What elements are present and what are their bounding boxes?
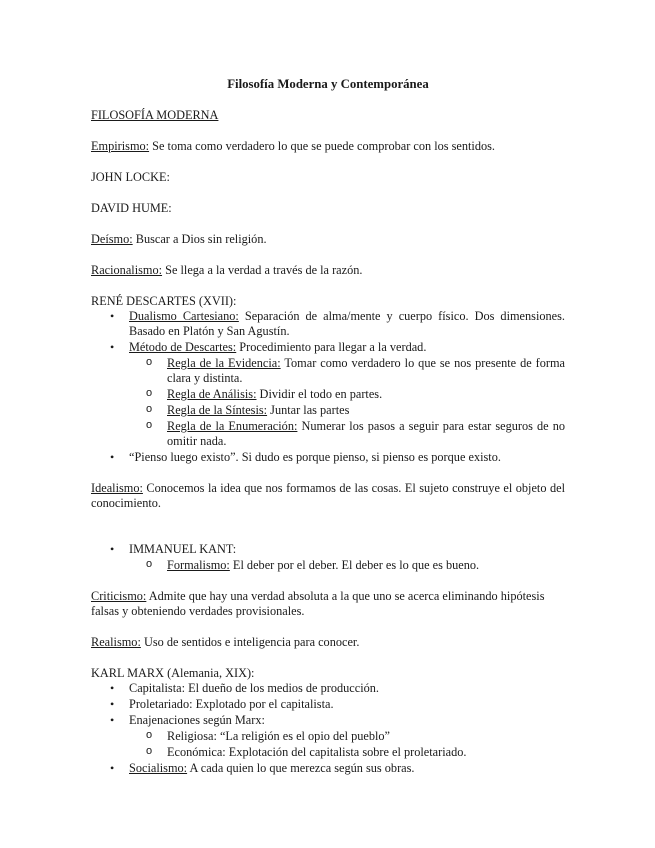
empirismo-term: Empirismo:	[91, 139, 150, 153]
realismo-text: Uso de sentidos e inteligencia para conocer.	[140, 635, 360, 649]
metodo-term: Método de Descartes:	[129, 340, 237, 354]
deismo-text: Buscar a Dios sin religión.	[132, 232, 267, 246]
idealismo-paragraph	[91, 481, 565, 511]
regla-term: Regla de la Evidencia:	[167, 356, 281, 370]
list-item: • “Pienso luego existo”. Si dudo es porque pienso, si pienso es porque existo.	[91, 450, 565, 465]
list-item	[91, 542, 565, 573]
formalismo-text: El deber por el deber. El deber es lo que es bueno.	[229, 558, 480, 572]
kant-name: IMMANUEL KANT:	[129, 542, 237, 556]
racionalismo-text: Se llega a la verdad a través de la razón.	[162, 263, 363, 277]
list-item	[91, 761, 565, 776]
descartes-section	[91, 294, 565, 465]
list-item: • Proletariado: Explotado por el capitalista.	[91, 697, 565, 712]
regla-text: Tomar como verdadero lo que se nos presente de forma clara y distinta.	[167, 356, 566, 385]
kant-sublist	[129, 558, 565, 573]
list-item	[91, 713, 565, 760]
regla-text: Dividir el todo en partes.	[256, 387, 383, 401]
deismo-paragraph	[91, 232, 565, 247]
formalismo-term: Formalismo:	[167, 558, 230, 572]
list-item: o Económica: Explotación del capitalista sobre el proletariado.	[129, 745, 565, 760]
socialismo-text: A cada quien lo que merezca según sus obras.	[187, 761, 415, 775]
list-item	[91, 309, 565, 339]
descartes-list	[91, 309, 565, 465]
document-page	[91, 77, 565, 792]
list-item	[129, 419, 565, 449]
descartes-heading: RENÉ DESCARTES (XVII):	[91, 294, 237, 308]
list-item	[129, 558, 565, 573]
enajenaciones-text: Enajenaciones según Marx:	[129, 713, 265, 727]
reglas-list	[129, 356, 565, 449]
regla-term: Regla de la Enumeración:	[167, 419, 298, 433]
spacer	[91, 527, 565, 542]
document-title: Filosofía Moderna y Contemporánea	[227, 77, 429, 91]
empirismo-text: Se toma como verdadero lo que se puede comprobar con los sentidos.	[149, 139, 496, 153]
dualismo-text: Separación de alma/mente y cuerpo físico. Dos dimensiones. Basado en Platón y San Agustín.	[129, 309, 565, 338]
criticismo-term: Criticismo:	[91, 589, 147, 603]
hume-heading: DAVID HUME:	[91, 201, 172, 215]
section-heading-text: FILOSOFÍA MODERNA	[91, 108, 219, 122]
list-item	[129, 387, 565, 402]
kant-list	[91, 542, 565, 573]
locke-heading: JOHN LOCKE:	[91, 170, 170, 184]
marx-section	[91, 666, 565, 776]
marx-list	[91, 681, 565, 776]
criticismo-paragraph	[91, 589, 565, 619]
regla-text: Juntar las partes	[267, 403, 350, 417]
socialismo-term: Socialismo:	[129, 761, 188, 775]
realismo-term: Realismo:	[91, 635, 141, 649]
list-item: • Capitalista: El dueño de los medios de producción.	[91, 681, 565, 696]
kant-section	[91, 527, 565, 573]
dualismo-term: Dualismo Cartesiano:	[129, 309, 239, 323]
marx-heading: KARL MARX (Alemania, XIX):	[91, 666, 255, 680]
regla-term: Regla de la Síntesis:	[167, 403, 268, 417]
idealismo-term: Idealismo:	[91, 481, 143, 495]
list-item	[91, 340, 565, 449]
empirismo-paragraph	[91, 139, 565, 154]
realismo-paragraph	[91, 635, 565, 650]
list-item: o Religiosa: “La religión es el opio del pueblo”	[129, 729, 565, 744]
regla-text: Numerar los pasos a seguir para estar seguros de no omitir nada.	[167, 419, 565, 448]
list-item	[129, 403, 565, 418]
metodo-text: Procedimiento para llegar a la verdad.	[236, 340, 427, 354]
list-item	[129, 356, 565, 386]
regla-term: Regla de Análisis:	[167, 387, 257, 401]
deismo-term: Deísmo:	[91, 232, 133, 246]
racionalismo-term: Racionalismo:	[91, 263, 163, 277]
criticismo-text: Admite que hay una verdad absoluta a la que uno se acerca eliminando hipótesis falsas y obteniendo verdades provisionales.	[91, 589, 545, 618]
enajenaciones-list	[129, 729, 565, 760]
racionalismo-paragraph	[91, 263, 565, 278]
section-heading	[91, 108, 565, 123]
idealismo-text: Conocemos la idea que nos formamos de las cosas. El sujeto construye el objeto del conocimiento.	[91, 481, 565, 510]
